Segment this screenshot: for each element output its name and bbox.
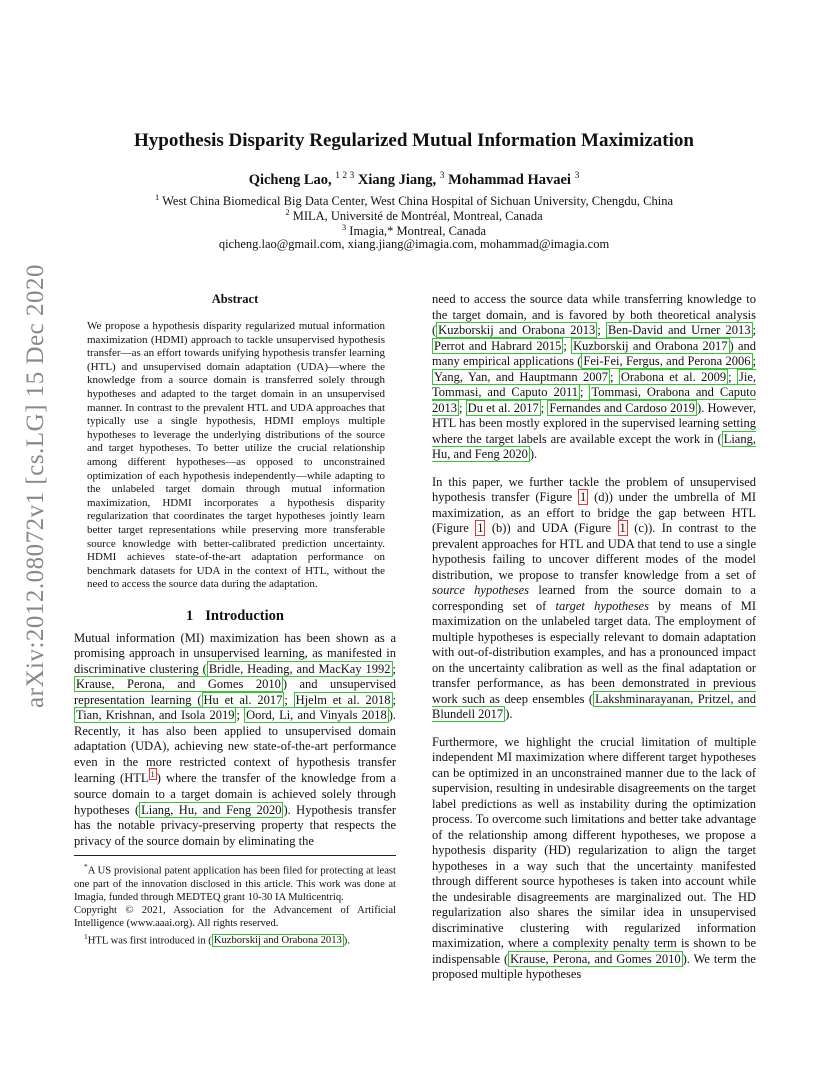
text-run: ; [580,385,590,399]
text-run: ). However, HTL has been mostly explored in the supervised learning setting where the target labels are available except the work in ( [432,400,756,446]
figure-link[interactable]: 1 [619,521,626,535]
text-run: by means of MI maximization on the unlabeled target data. The employment of multiple hypotheses is especially relevant to domain adaptation with out-of-distribution examples, and has a pronounced impact on the uncertainty calibration as well as the final adaptation or transfer performance, as has been demonstrated in previous work such as deep ensembles ( [432,598,756,706]
intro-paragraph [432,292,756,463]
citation-link[interactable]: Ben-David and Urner 2013 [607,323,751,337]
author-name: Xiang Jiang, [357,171,437,188]
citation-link[interactable]: Kuzborskij and Orabona 2017 [573,338,728,353]
affiliation-text: West China Biomedical Big Data Center, West China Hospital of Sichuan University, Chengdu, China [162,194,674,209]
copyright-notice: Copyright © 2021, Association for the Advancement of Artificial Intelligence (www.aaai.org). All rights reserved. [74,904,396,929]
footnote-text: A US provisional patent application has been filed for protecting at least one part of the innovation disclosed in this article. This work was done at Imagia, funded through MEDTEQ grant 10-30 IA Multicentriq. [74,865,396,903]
author-affiliation-marks: 3 [574,171,580,181]
text-run: (b)) and UDA (Figure [485,521,618,535]
author-list [60,171,768,189]
text-run: ; [563,338,572,353]
text-run: ) where the transfer of the knowledge from a source domain to a target domain is achieved solely through hypotheses ( [74,771,396,817]
text-run: ; [236,708,245,723]
section-number: 1 [186,607,194,624]
citation-link[interactable]: Tian, Krishnan, and Isola 2019 [76,708,235,723]
citation-link[interactable]: Du et al. 2017 [467,400,539,415]
footnote-patent [74,860,396,904]
section-title: Introduction [205,607,284,624]
text-run: Furthermore, we highlight the crucial limitation of multiple independent MI maximization where different target hypotheses can be optimized in an unconstrained manner due to the lack of supervision, resulting in undesirable disagreements on the target label predictions as well as instability during the optimization process. To overcome such limitations and better take advantage of the relationship among different hypotheses, we propose a hypothesis disparity (HD) regularization to align the target hypotheses in a way such that the uncertainty manifested through different source hypotheses is taken into account while the undesirable disagreements are marginalized out. The HD regularization also shares the similar idea in unsupervised discriminative clustering with regularized information maximization, where a complexity penalty term is shown to be indispensable ( [432,734,756,966]
arxiv-identifier [22,264,50,708]
text-run: ; [610,369,619,384]
citation-link[interactable]: Orabona et al. 2009 [620,369,727,384]
text-run: In this paper, we further tackle the problem of unsupervised hypothesis transfer (Figure [432,474,756,504]
text-run: learned from the source domain to a corresponding set of [432,583,756,613]
footnote-htl [74,930,396,948]
author-name: Mohammad Havaei [448,171,571,188]
text-run: ) and many empirical applications ( [432,338,757,368]
citation-link[interactable]: Liang, Hu, and Feng 2020 [432,431,756,461]
text-run: ). Recently, it has also been applied to unsupervised domain adaptation (UDA), achieving new state-of-the-art performance even in the more restricted context of hypothesis transfer learning (HTL [74,708,396,786]
affiliation-mark: 3 [341,222,347,232]
author-emails: qicheng.lao@gmail.com, xiang.jiang@imagia.com, mohammad@imagia.com [218,237,610,251]
citation-link[interactable]: Liang, Hu, and Feng 2020 [141,802,282,817]
text-run: (c)). In contrast to the prevalent approaches for HTL and UDA that tend to use a single hypothesis failing to uncover different modes of the model distribution, we propose to transfer knowledge from a set of [432,521,756,582]
citation-link[interactable]: Fernandes and Cardoso 2019 [549,400,696,415]
intro-paragraph [432,735,756,983]
footnote-mark: 1 [84,931,88,941]
figure-link[interactable]: 1 [477,521,484,535]
citation-link[interactable]: Hu et al. 2017 [203,692,283,707]
emphasis: target hypotheses [555,598,649,613]
text-run: ; [728,369,737,384]
affiliation-mark: 2 [285,207,290,217]
footnote-link[interactable]: 1 [150,769,155,780]
affiliation-mark: 1 [154,192,160,202]
citation-link[interactable]: Jie, Tommasi, and Caputo 2011 [432,369,756,399]
figure-link[interactable]: 1 [580,490,587,504]
text-run: ). We term the proposed multiple hypotheses [432,951,756,981]
text-run: need to access the source data while transferring knowledge to the target domain, and is favored by both theoretical analysis ( [432,292,756,337]
author-affiliation-marks: 1 2 3 [335,171,355,181]
citation-link[interactable]: Oord, Li, and Vinyals 2018 [246,708,387,723]
abstract-text: We propose a hypothesis disparity regularized mutual information maximization (HDMI) approach to tackle unsupervised hypothesis transfer—as an effort towards unifying hypothesis transfer learning (HTL) and unsupervised domain adaptation (UDA)—where the knowledge from a source domain is transferred solely through hypotheses and adapted to the target domain in an unsupervised manner. In contrast to the prevalent HTL and UDA approaches that typically use a single hypothesis, HDMI employs multiple hypotheses to leverage the underlying distributions of the source and target hypotheses. To better utilize the crucial relationship among different hypotheses—as opposed to unconstrained optimization of each hypothesis independently—while adapting to the unlabeled target domain through mutual information maximization, HDMI incorporates a hypothesis disparity regularization that coordinates the target hypotheses jointly learn better target representations while preserving more transferable source knowledge with better-calibrated prediction uncertainty. HDMI achieves state-of-the-art adaptation performance on benchmark datasets for UDA in the context of HTL, without the need to access the source data during the adaptation. [87,320,385,591]
citation-link[interactable]: Krause, Perona, and Gomes 2010 [510,951,681,966]
text-run: ) and unsupervised representation learning ( [74,677,396,707]
text-run: ). [529,447,538,461]
citation-link[interactable]: Kuzborskij and Orabona 2013 [213,935,342,947]
author-affiliation-marks: 3 [439,171,445,181]
emphasis: source hypotheses [432,583,530,597]
text-run: ; [752,323,756,337]
section-heading [74,608,396,625]
citation-link[interactable]: Kuzborskij and Orabona 2013 [438,323,596,337]
text-run: ; [597,323,606,337]
text-run: ). [505,707,513,721]
citation-link[interactable]: Tommasi, Orabona and Caputo 2013 [432,385,756,415]
text-run: Mutual information (MI) maximization has been shown as a promising approach in unsupervised learning, as manifested in discriminative clustering ( [74,630,396,676]
citation-link[interactable]: Lakshminarayanan, Pritzel, and Blundell 2017 [432,691,756,721]
footnote-mark: * [84,862,88,871]
intro-paragraph [432,475,756,723]
author-name: Qicheng Lao, [248,171,332,188]
citation-link[interactable]: Perrot and Habrard 2015 [434,338,562,353]
text-run: ; [392,692,396,707]
affiliation-text: Imagia,* Montreal, Canada [349,224,487,239]
citation-link[interactable]: Fei-Fei, Fergus, and Perona 2006 [583,354,751,368]
paper-title: Hypothesis Disparity Regularized Mutual Information Maximization [134,130,694,151]
text-run: ; [284,692,294,707]
affiliation-text: MILA, Université de Montréal, Montreal, Canada [292,209,543,224]
text-run: ; [392,661,396,676]
citation-link[interactable]: Hjelm et al. 2018 [295,692,391,707]
text-run: HTL was first introduced in ( [87,935,212,947]
citation-link[interactable]: Krause, Perona, and Gomes 2010 [76,677,281,692]
abstract-heading: Abstract [211,292,259,306]
footnotes [74,855,396,947]
text-run: ; [540,400,548,415]
left-column [74,292,396,849]
text-run: ). [343,935,350,947]
text-run: ; [752,354,756,368]
text-run: ; [459,400,466,415]
citation-link[interactable]: Yang, Yan, and Hauptmann 2007 [434,369,608,384]
right-column [432,292,756,983]
text-run: ). Hypothesis transfer has the notable privacy-preserving property that respects the privacy of the source domain by eliminating the [74,802,397,848]
arxiv-identifier-text: arXiv:2012.08072v1 [cs.LG] 15 Dec 2020 [22,264,50,708]
text-run: (d)) under the umbrella of MI maximization, as an effort to bridge the gap between HTL (Figure [432,490,756,535]
citation-link[interactable]: Bridle, Heading, and MacKay 1992 [208,661,391,676]
intro-paragraph [74,631,396,849]
